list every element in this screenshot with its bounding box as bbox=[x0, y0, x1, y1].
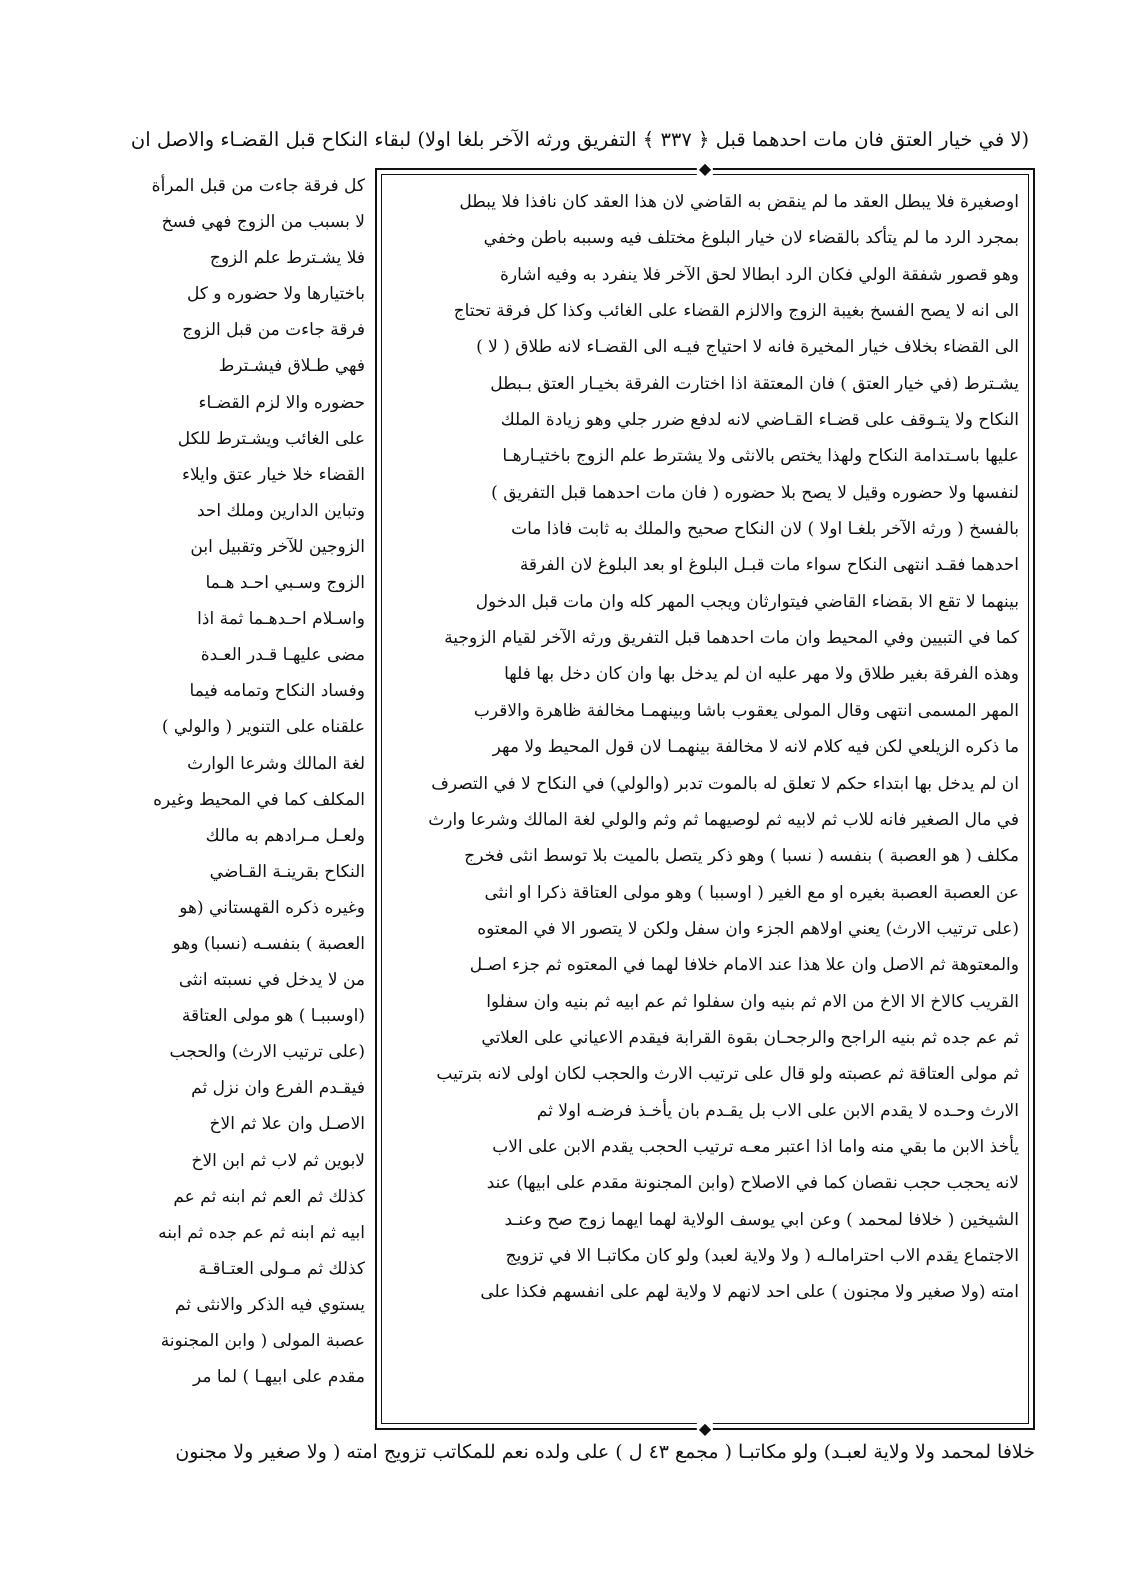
main-text-line: المهر المسمى انتهى وقال المولى يعقوب باشا وبينهمـا مخالفة ظاهرة والاقرب bbox=[473, 700, 1019, 721]
top-ornament: ◆ bbox=[698, 159, 712, 178]
margin-text-line: علقناه على التنوير ( والولي ) bbox=[161, 717, 365, 738]
margin-text-line: لا بسبب من الزوج فهي فسخ bbox=[161, 212, 365, 233]
main-text-line: الى انه لا يصح الفسخ بغيبة الزوج والالزم القضاء على الغائب وكذا كل فرقة تحتاج bbox=[453, 301, 1019, 322]
margin-text-line: فلا يشـترط علم الزوج bbox=[209, 248, 365, 269]
margin-text-line: باختيارها ولا حضوره و كل bbox=[186, 284, 365, 305]
main-text-line: امته (ولا صغير ولا مجنون ) على احد لانهم لا ولاية لهم على انفسهم فكذا على bbox=[480, 1282, 1019, 1303]
margin-text-line: وغيره ذكره القهستاني (هو bbox=[179, 897, 365, 918]
margin-commentary bbox=[125, 168, 365, 1430]
margin-text-line: فيقـدم الفرع وان نزل ثم bbox=[191, 1078, 365, 1099]
main-text-line: ما ذكره الزيلعي لكن فيه كلام لانه لا مخالفة بينهمـا لان قول المحيط ولا مهر bbox=[492, 737, 1019, 758]
margin-text-line: الزوجين للآخر وتقبيل ابن bbox=[190, 536, 365, 557]
margin-text-line: النكاح بقرينـة القـاضي bbox=[209, 861, 365, 882]
main-text-line: عليها باسـتدامة النكاح ولهذا يختص بالانثى ولا يشترط علم الزوج باختيـارهـا bbox=[502, 446, 1019, 467]
margin-text-line: كل فرقة جاءت من قبل المرأة bbox=[151, 176, 365, 196]
margin-text-line: من لا يدخل في نسبته انثى bbox=[178, 970, 365, 991]
main-text-line: بالفسخ ( ورثه الآخر بلغـا اولا ) لان النكاح صحيح والملك به ثابت فاذا مات bbox=[511, 519, 1019, 540]
footer-line: خلافا لمحمد ولا ولاية لعبـد) ولو مكاتبـا ( مجمع ٤٣ ل ) على ولده نعم للمكاتب تزويج امته ( ولا صغير ولا مجنون bbox=[175, 1441, 1035, 1463]
main-text-line: بمجرد الرد ما لم يتأكد بالقضاء لان خيار البلوغ مختلف فيه وسببه باطن وخفي bbox=[483, 228, 1019, 249]
margin-text-line: مضى عليهـا قـدر العـدة bbox=[200, 645, 365, 666]
main-text-line: وهو قصور شفقة الولي فكان الرد ابطالا لحق الآخر فلا ينفرد به وفيه اشارة bbox=[500, 264, 1019, 285]
margin-text-line: على الغائب ويشـترط للكل bbox=[177, 428, 365, 449]
margin-text-line: الزوج وسـبي احـد هـما bbox=[205, 573, 365, 594]
main-text-line: عن العصبة العصبة بغيره او مع الغير ( اوسببا ) وهو مولى العتاقة ذكرا او انثى bbox=[484, 882, 1019, 903]
main-text-line: ثم مولى العتاقة ثم عصبته ولو قال على ترتيب الارث والحجب لكان اولى لانه بترتيب bbox=[436, 1064, 1019, 1085]
margin-text-line: الاصـل وان علا ثم الاخ bbox=[209, 1114, 365, 1135]
main-text-line: احدهما فقـد انتهى النكاح سواء مات قبـل البلوغ او بعد البلوغ لان الفرقة bbox=[519, 555, 1019, 576]
margin-text-line: حضوره والا لزم القضـاء bbox=[198, 392, 365, 413]
main-text-frame bbox=[375, 159, 1035, 1438]
margin-text-line: (على ترتيب الارث) والحجب bbox=[169, 1042, 365, 1063]
margin-text-line: العصبة ) بنفسـه (نسبا) وهو bbox=[172, 933, 365, 954]
main-text-line: لنفسها ولا حضوره وقيل لا يصح بلا حضوره ( فان مات احدهما قبل التفريق ) bbox=[491, 482, 1019, 503]
margin-text-line: وتباين الدارين وملك احد bbox=[197, 500, 365, 521]
margin-text-line: فرقة جاءت من قبل الزوج bbox=[182, 320, 365, 341]
margin-text-line: ابيه ثم ابنه ثم عم جده ثم ابنه bbox=[158, 1222, 365, 1243]
margin-text-line: لابوين ثم لاب ثم ابن الاخ bbox=[191, 1150, 365, 1171]
running-header: (لا في خيار العتق فان مات احدهما قبل ﴿ ٣٣٧ ﴾ التفريق ورثه الآخر بلغا اولا) لبقاء النكاح قبل القضـاء والاصل ان bbox=[130, 128, 1030, 151]
main-text-line: ثم عم جده ثم بنيه الراجح والرجحـان بقوة القرابة فيقدم الاعياني على العلاتي bbox=[481, 1027, 1019, 1048]
main-text-line: يأخذ الابن ما بقي منه واما اذا اعتبر معـه ترتيب الحجب يقدم الابن على الاب bbox=[492, 1136, 1019, 1157]
main-text-line: الى القضاء بخلاف خيار المخيرة فانه لا احتياج فيـه الى القضـاء لانه طلاق ( لا ) bbox=[476, 337, 1019, 358]
margin-text-line: (اوسببـا ) هو مولى العتاقة bbox=[181, 1006, 365, 1027]
margin-text-line: يستوي فيه الذكر والانثى ثم bbox=[174, 1294, 365, 1315]
margin-text-line: القضاء خلا خيار عتق وايلاء bbox=[182, 464, 365, 485]
main-text-line: النكاح ولا يتـوقف على قضـاء القـاضي لانه لدفع ضرر جلي وهو زيادة الملك bbox=[500, 410, 1019, 431]
main-text-line: القريب كالاخ الا الاخ من الام ثم بنيه وان سفلوا ثم عم ابيه ثم بنيه وان سفلوا bbox=[486, 991, 1019, 1012]
margin-text-line: مقدم على ابيهـا ) لما مر bbox=[192, 1367, 365, 1388]
margin-text-line: فهي طـلاق فيشـترط bbox=[218, 356, 365, 377]
margin-text-line: وفساد النكاح وتمامه فيما bbox=[189, 681, 365, 702]
margin-text-line: كذلك ثم مـولى العتـاقـة bbox=[198, 1258, 365, 1279]
main-text-line: اوصغيرة فلا يبطل العقد ما لم ينقض به القاضي لان هذا العقد كان نافذا فلا يبطل bbox=[459, 192, 1019, 212]
main-text-line: بينهما لا تقع الا بقضاء القاضي فيتوارثان ويجب المهر كله وان مات قبل الدخول bbox=[475, 591, 1019, 612]
main-text-line: ان لم يدخل بها ابتداء حكم لا تعلق له بالموت تدبر (والولي) في النكاح لا في التصرف bbox=[431, 773, 1019, 794]
main-text-line: والمعتوهة ثم الاصل وان علا هذا عند الامام خلافا لهما في المعتوه ثم جزء اصـل bbox=[469, 955, 1019, 976]
main-text-line: في مال الصغير فانه للاب ثم لابيه ثم لوصيهما ثم وثم والولي لغة المالك وشرعا وارث bbox=[428, 809, 1019, 830]
margin-text-line: كذلك ثم العم ثم ابنه ثم عم bbox=[173, 1186, 365, 1207]
margin-text-line: ولعـل مـرادهم به مالك bbox=[205, 825, 365, 846]
main-text-line: يشـترط (في خيار العتق ) فان المعتقة اذا اختارت الفرقة بخيـار العتق بـبطل bbox=[490, 373, 1019, 394]
margin-text-line: عصبة المولى ( وابن المجنونة bbox=[160, 1331, 365, 1351]
main-text-line: الارث وحـده لا يقدم الابن على الاب بل يقـدم بان يأخـذ فرضـه اولا ثم bbox=[536, 1100, 1019, 1121]
main-text-line: كما في التبيين وفي المحيط وان مات احدهما قبل التفريق ورثه الآخر لقيام الزوجية bbox=[444, 628, 1019, 649]
main-commentary bbox=[391, 184, 1019, 1412]
main-text-line: الشيخين ( خلافا لمحمد ) وعن ابي يوسف الولاية لهما ايهما زوج صح وعنـد bbox=[504, 1209, 1019, 1230]
margin-text-line: لغة المالك وشرعا الوارث bbox=[187, 753, 365, 774]
main-text-line: مكلف ( هو العصبة ) بنفسه ( نسبا ) وهو ذكر يتصل بالميت بلا توسط انثى فخرج bbox=[464, 846, 1019, 867]
main-text-line: وهذه الفرقة بغير طلاق ولا مهر عليه ان لم يدخل بها وان كان دخل بها فلها bbox=[504, 664, 1019, 685]
margin-text-line: واسـلام احـدهـما ثمة اذا bbox=[197, 609, 365, 630]
bottom-ornament: ◆ bbox=[698, 1419, 712, 1438]
margin-text-line: المكلف كما في المحيط وغيره bbox=[153, 789, 365, 810]
main-text-line: (على ترتيب الارث) يعني اولاهم الجزء وان سفل ولكن لا يتصور الا في المعتوه bbox=[477, 918, 1019, 939]
main-text-line: الاجتماع يقدم الاب احترامالـه ( ولا ولاية لعبد) ولو كان مكاتبـا الا في تزويج bbox=[505, 1245, 1019, 1266]
main-text-line: لانه يحجب حجب نقصان كما في الاصلاح (وابن المجنونة مقدم على ابيها) عند bbox=[486, 1173, 1019, 1194]
